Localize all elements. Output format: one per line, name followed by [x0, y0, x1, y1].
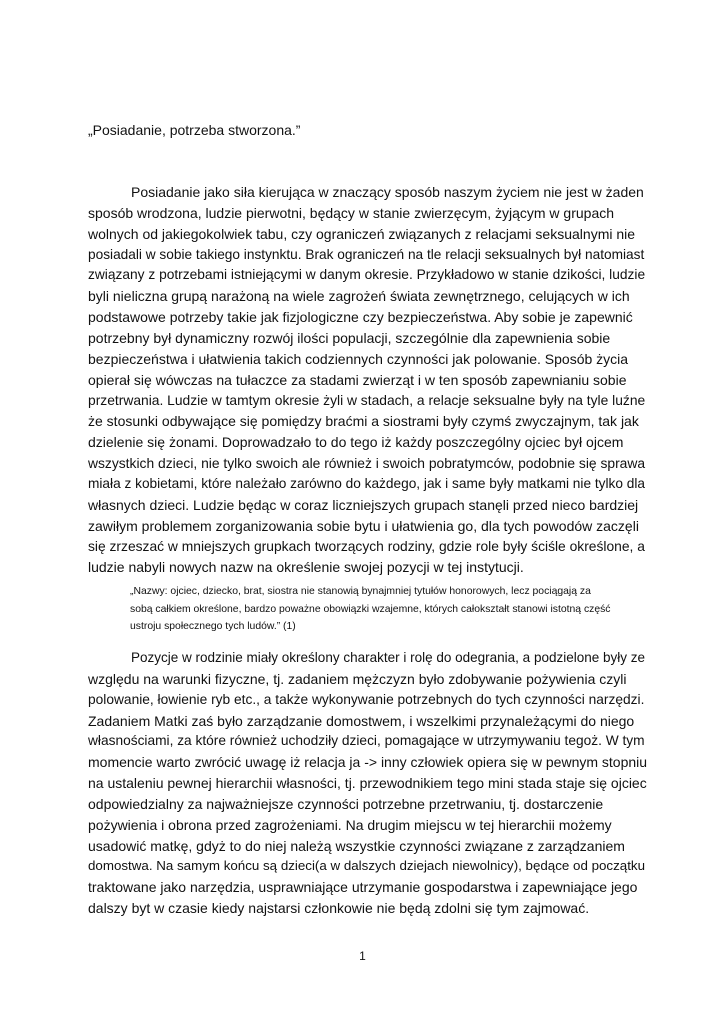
text-line: polowanie, łowienie ryb etc., a także wykonywanie potrzebnych do tych czynności narzędzi. [88, 691, 645, 707]
text-line: dalszy byt w czasie kiedy najstarsi członkowie nie będą zdolni się tym zajmować. [88, 900, 590, 917]
text-line: opierał się wówczas na tułaczce za stadami zwierząt i w ten sposób zapewnianiu sobie [88, 371, 627, 388]
text-line: podstawowe potrzeby takie jak fizjologiczne czy bezpieczeństwa. Aby sobie je zapewnić [88, 309, 633, 326]
text-line: bezpieczeństwa i ułatwienia takich codziennych czynności jak polowanie. Sposób życia [88, 350, 629, 367]
text-line: na ustaleniu pewnej hierarchii własności, tj. przewodnikiem tego mini stada staje się ojciec [88, 775, 647, 792]
quote-line: „Nazwy: ojciec, dziecko, brat, siostra nie stanowią bynajmniej tytułów honorowych, lecz pociągają za [130, 586, 591, 597]
block-quote [130, 583, 640, 636]
text-line: Pozycje w rodzinie miały określony charakter i rolę do odegrania, a podzielone były ze [131, 650, 646, 665]
text-line: domostwa. Na samym końcu są dzieci(a w dalszych dziejach niewolnicy), będące od początku [88, 858, 645, 874]
text-line: wszystkich dzieci, nie tylko swoich ale również i swoich pobratymców, podobnie się sprawa [88, 454, 646, 471]
quote-line: sobą całkiem określone, bardzo poważne obowiązki wzajemne, których całokształt stanowi istotną część [130, 603, 611, 615]
text-line: odpowiedzialny za najważniejsze czynności potrzebne przetrwaniu, tj. dostarczenie [88, 795, 604, 812]
text-line: potrzebny był dynamiczny rozwój ilości populacji, szczególnie dla zapewnienia sobie [88, 329, 611, 346]
text-line: dzielenie się żonami. Doprowadzało to do tego iż każdy poszczególny ojciec był ojcem [88, 434, 624, 451]
text-line: momencie warto zwrócić uwagę iż relacja ja -> inny człowiek opiera się w pewnym stopniu [88, 754, 648, 771]
text-line: ludzie nabyli nowych nazw na określenie swojej pozycji w tej instytucji. [88, 559, 524, 576]
text-line: się zrzeszać w mniejszych grupkach tworzących rodziny, gdzie role były ściśle określone, a [88, 538, 645, 555]
text-line: że stosunki odbywające się pomiędzy braćmi a siostrami były czymś zwyczajnym, tak jak [88, 413, 639, 430]
text-line: sposób wrodzona, ludzie pierwotni, będący w stanie zwierzęcym, żyjącym w grupach [88, 204, 615, 221]
paragraph-2 [88, 648, 648, 919]
page-number: 1 [359, 949, 366, 963]
text-line: względu na warunki fizyczne, tj. zadaniem mężczyzn było zdobywanie pożywienia czyli [88, 670, 627, 687]
text-line: usadowić matkę, gdyż to do niej należą wszystkie czynności związane z zarządzaniem [88, 837, 625, 854]
document-title: „Posiadanie, potrzeba stworzona.” [88, 122, 301, 138]
text-line: własnych dzieci. Ludzie będąc w coraz liczniejszych grupach stanęli przed nieco bardziej [88, 496, 639, 513]
paragraph-1 [88, 182, 648, 578]
text-line: traktowane jako narzędzia, usprawniające utrzymanie gospodarstwa i zapewniające jego [88, 879, 638, 896]
text-line: wolnych od jakiegokolwiek tabu, czy ograniczeń związanych z relacjami seksualnymi nie [88, 225, 636, 242]
text-line: posiadali w sobie takiego instynktu. Brak ograniczeń na tle relacji seksualnych był natomiast [88, 246, 645, 262]
text-line: związany z potrzebami istniejącymi w danym okresie. Przykładowo w stanie dzikości, ludzie [88, 267, 646, 283]
text-line: przetrwania. Ludzie w tamtym okresie żyli w stadach, a relacje seksualne były na tyle luźne [88, 392, 646, 409]
text-line: Posiadanie jako siła kierująca w znaczący sposób naszym życiem nie jest w żaden [131, 184, 644, 200]
text-line: byli nieliczna grupą narażoną na wiele zagrożeń świata zewnętrznego, celujących w ich [88, 288, 630, 305]
text-line: własnościami, za które również uchodziły dzieci, pomagające w utrzymywaniu tegoż. W tym [88, 733, 645, 749]
text-line: miała z kobietami, które należało zarówno do każdego, jak i same były matkami nie tylko dla [88, 475, 646, 491]
quote-line: ustroju społecznego tych ludów.” (1) [130, 621, 296, 632]
text-line: Zadaniem Matki zaś było zarządzanie domostwem, i wszelkimi przynależącymi do niego [88, 712, 635, 729]
text-line: pożywienia i obrona przed zagrożeniami. Na drugim miejscu w tej hierarchii możemy [88, 816, 612, 833]
text-line: zawiłym problemem zorganizowania sobie bytu i ułatwienia go, dla tych powodów zaczęli [88, 517, 639, 534]
